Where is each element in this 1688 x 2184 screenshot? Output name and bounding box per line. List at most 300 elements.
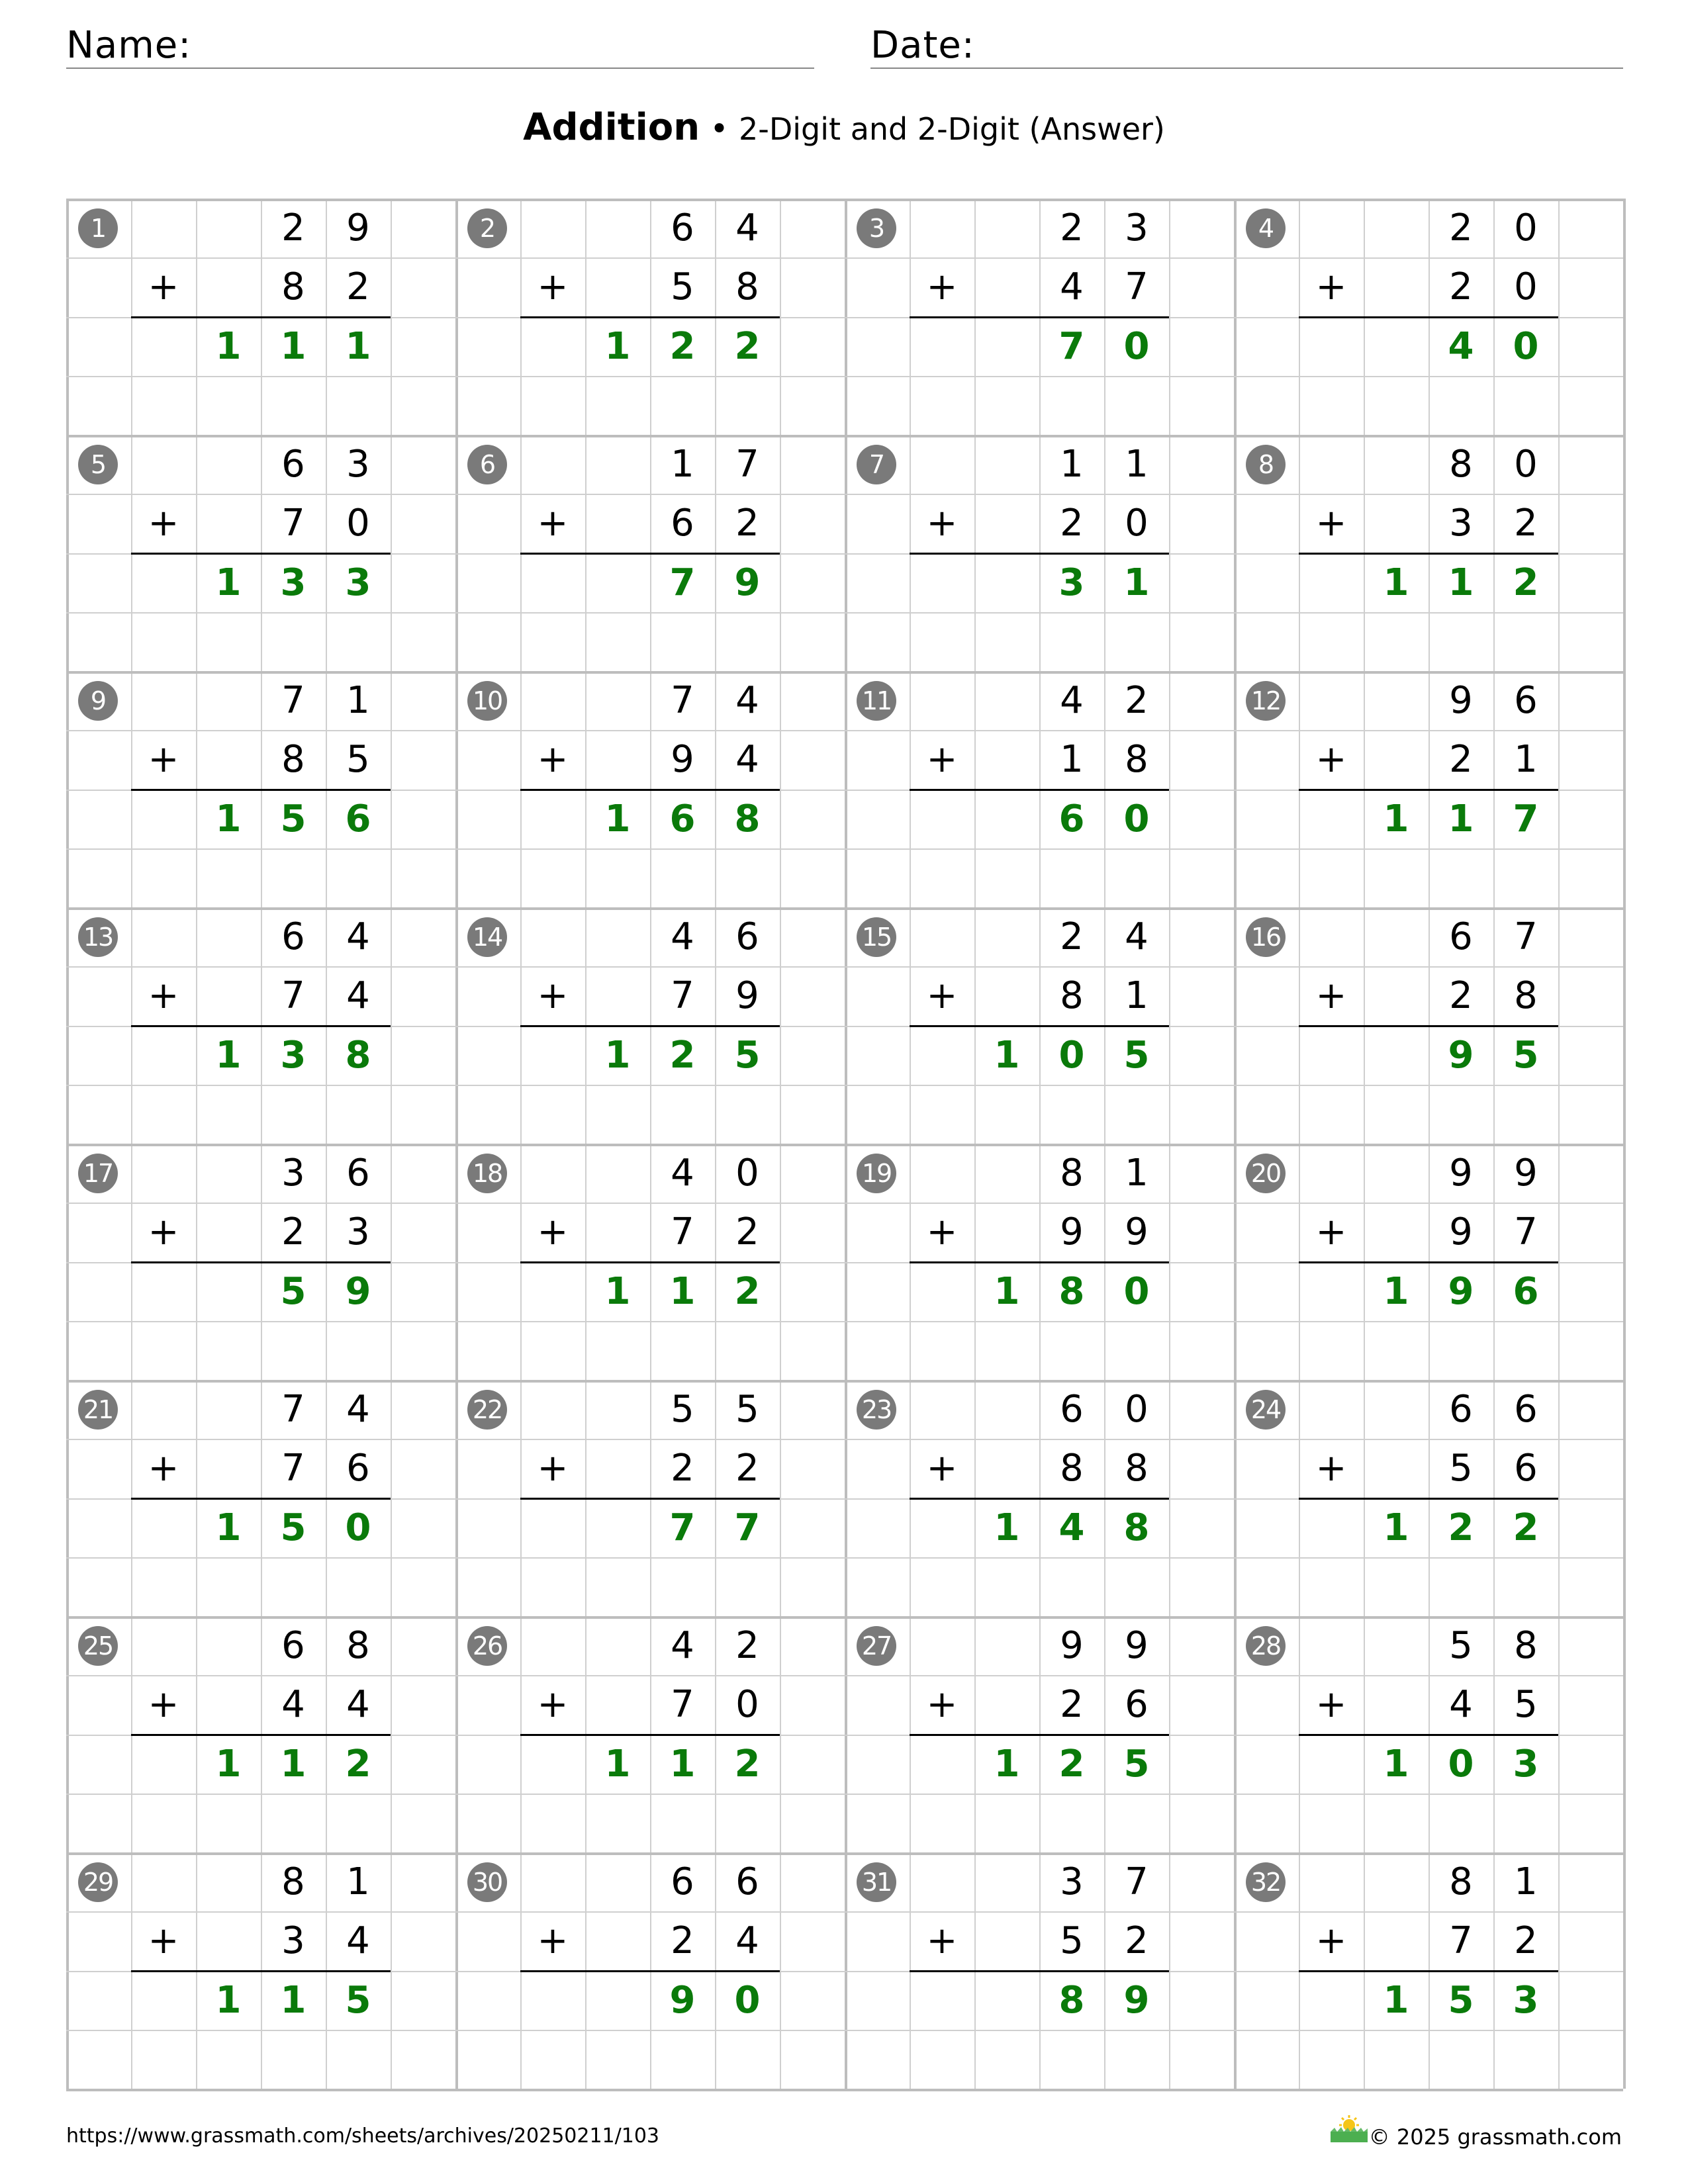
addend-digit: 6 (1514, 1447, 1538, 1490)
addend-digit: 8 (1449, 1860, 1473, 1903)
addend-digit: 6 (1449, 1388, 1473, 1431)
answer-digit: 4 (1448, 324, 1474, 368)
answer-digit: 1 (215, 561, 242, 604)
problem-number-badge: 25 (78, 1626, 118, 1666)
addend-digit: 7 (1125, 265, 1149, 309)
addend-digit: 5 (1449, 1447, 1473, 1490)
footer-copyright: © 2025 grassmath.com (1368, 2124, 1622, 2150)
addend-digit: 5 (346, 738, 370, 782)
grass-sun-logo-icon (1329, 2115, 1369, 2144)
answer-digit: 0 (1123, 324, 1150, 368)
answer-digit: 6 (1058, 797, 1085, 841)
answer-digit: 1 (1383, 1742, 1409, 1786)
answer-digit: 9 (1123, 1978, 1150, 2022)
addend-digit: 9 (1060, 1624, 1084, 1667)
answer-digit: 2 (1513, 561, 1539, 604)
addend-digit: 7 (1125, 1860, 1149, 1903)
answer-digit: 7 (734, 1506, 761, 1549)
addend-digit: 6 (735, 1860, 759, 1903)
addend-digit: 4 (735, 1919, 759, 1963)
addend-digit: 2 (671, 1919, 694, 1963)
answer-digit: 7 (669, 1506, 696, 1549)
problem-number-badge: 8 (1246, 445, 1286, 484)
grid-hline (66, 1085, 1623, 1086)
problem-number-badge: 31 (857, 1862, 896, 1902)
addend-digit: 1 (1514, 1860, 1538, 1903)
addend-digit: 8 (1449, 443, 1473, 486)
addend-digit: 2 (1060, 206, 1084, 250)
answer-digit: 1 (1383, 797, 1409, 841)
addend-digit: 3 (1449, 502, 1473, 545)
grid-hline (66, 848, 1623, 850)
answer-digit: 1 (280, 1742, 306, 1786)
addend-digit: 9 (346, 206, 370, 250)
plus-sign: + (148, 1683, 179, 1727)
answer-digit: 0 (734, 1978, 761, 2022)
problem-number-badge: 2 (467, 208, 507, 248)
title-sub: 2-Digit and 2-Digit (Answer) (738, 111, 1165, 147)
problem-number-badge: 30 (467, 1862, 507, 1902)
answer-digit: 1 (604, 1742, 631, 1786)
answer-digit: 5 (1448, 1978, 1474, 2022)
answer-digit: 8 (345, 1033, 371, 1077)
addend-digit: 4 (1125, 915, 1149, 958)
answer-digit: 2 (734, 324, 761, 368)
answer-digit: 1 (1448, 561, 1474, 604)
plus-sign: + (537, 265, 569, 309)
addend-digit: 1 (1125, 974, 1149, 1018)
problem-number-badge: 17 (78, 1154, 118, 1193)
addend-digit: 1 (1514, 738, 1538, 782)
addend-digit: 2 (346, 265, 370, 309)
grid-hline (66, 2089, 1623, 2091)
date-line[interactable] (870, 68, 1623, 69)
answer-digit: 1 (215, 1978, 242, 2022)
addend-digit: 3 (1125, 206, 1149, 250)
plus-sign: + (537, 502, 569, 545)
answer-digit: 9 (734, 561, 761, 604)
addend-digit: 2 (1060, 915, 1084, 958)
addend-digit: 2 (1125, 1919, 1149, 1963)
plus-sign: + (926, 1919, 958, 1963)
addend-digit: 9 (1449, 1210, 1473, 1254)
addend-digit: 8 (1514, 1624, 1538, 1667)
answer-digit: 1 (215, 797, 242, 841)
answer-digit: 1 (994, 1506, 1020, 1549)
date-label: Date: (870, 24, 975, 67)
plus-sign: + (148, 1447, 179, 1490)
addend-digit: 9 (1060, 1210, 1084, 1254)
addend-digit: 0 (1125, 1388, 1149, 1431)
answer-digit: 7 (669, 561, 696, 604)
answer-digit: 5 (734, 1033, 761, 1077)
plus-sign: + (1315, 502, 1347, 545)
addend-digit: 4 (671, 1624, 694, 1667)
answer-digit: 1 (1383, 1269, 1409, 1313)
addend-digit: 0 (735, 1152, 759, 1195)
addend-digit: 7 (1514, 1210, 1538, 1254)
addend-digit: 5 (1449, 1624, 1473, 1667)
addend-digit: 9 (1125, 1210, 1149, 1254)
problem-number-badge: 27 (857, 1626, 896, 1666)
addend-digit: 2 (1514, 1919, 1538, 1963)
addend-digit: 3 (346, 443, 370, 486)
addend-digit: 6 (1514, 679, 1538, 722)
problem-number-badge: 32 (1246, 1862, 1286, 1902)
addend-digit: 5 (671, 1388, 694, 1431)
answer-digit: 2 (1448, 1506, 1474, 1549)
grid-hline (66, 612, 1623, 614)
addend-digit: 6 (346, 1152, 370, 1195)
answer-digit: 1 (994, 1742, 1020, 1786)
problem-number-badge: 11 (857, 681, 896, 721)
answer-digit: 8 (1123, 1506, 1150, 1549)
answer-digit: 3 (1513, 1742, 1539, 1786)
title-bullet: • (710, 111, 729, 148)
addend-digit: 0 (735, 1683, 759, 1727)
answer-digit: 2 (1058, 1742, 1085, 1786)
problem-number-badge: 13 (78, 917, 118, 957)
addend-digit: 2 (735, 1210, 759, 1254)
addend-digit: 4 (735, 738, 759, 782)
answer-digit: 9 (669, 1978, 696, 2022)
plus-sign: + (926, 265, 958, 309)
answer-digit: 2 (1513, 1506, 1539, 1549)
addend-digit: 6 (1125, 1683, 1149, 1727)
answer-digit: 1 (280, 1978, 306, 2022)
answer-digit: 2 (669, 1033, 696, 1077)
answer-digit: 5 (1513, 1033, 1539, 1077)
problem-number-badge: 29 (78, 1862, 118, 1902)
addend-digit: 9 (671, 738, 694, 782)
plus-sign: + (926, 502, 958, 545)
answer-digit: 6 (669, 797, 696, 841)
addend-digit: 8 (1514, 974, 1538, 1018)
answer-digit: 5 (1123, 1742, 1150, 1786)
addend-digit: 1 (1125, 1152, 1149, 1195)
plus-sign: + (1315, 1683, 1347, 1727)
addend-digit: 2 (1060, 502, 1084, 545)
addend-digit: 7 (281, 974, 305, 1018)
addend-digit: 4 (671, 915, 694, 958)
answer-digit: 1 (1123, 561, 1150, 604)
addend-digit: 1 (1125, 443, 1149, 486)
addend-digit: 4 (1060, 679, 1084, 722)
plus-sign: + (537, 1919, 569, 1963)
answer-digit: 1 (994, 1033, 1020, 1077)
problem-grid (66, 199, 1623, 2089)
plus-sign: + (537, 1210, 569, 1254)
answer-digit: 3 (1058, 561, 1085, 604)
problem-number-badge: 14 (467, 917, 507, 957)
answer-digit: 1 (215, 1033, 242, 1077)
plus-sign: + (1315, 265, 1347, 309)
answer-digit: 0 (1513, 324, 1539, 368)
addend-digit: 9 (1125, 1624, 1149, 1667)
addend-digit: 4 (1060, 265, 1084, 309)
problem-number-badge: 22 (467, 1390, 507, 1430)
answer-digit: 0 (1058, 1033, 1085, 1077)
addend-digit: 6 (1060, 1388, 1084, 1431)
addend-digit: 7 (1449, 1919, 1473, 1963)
answer-digit: 8 (734, 797, 761, 841)
plus-sign: + (1315, 1919, 1347, 1963)
answer-digit: 5 (1123, 1033, 1150, 1077)
answer-digit: 6 (345, 797, 371, 841)
problem-number-badge: 24 (1246, 1390, 1286, 1430)
addend-digit: 2 (281, 206, 305, 250)
addend-digit: 1 (671, 443, 694, 486)
addend-digit: 2 (735, 1447, 759, 1490)
plus-sign: + (926, 1210, 958, 1254)
problem-number-badge: 5 (78, 445, 118, 484)
plus-sign: + (926, 1447, 958, 1490)
answer-digit: 0 (1123, 797, 1150, 841)
addend-digit: 2 (671, 1447, 694, 1490)
answer-digit: 3 (1513, 1978, 1539, 2022)
addend-digit: 8 (346, 1624, 370, 1667)
addend-digit: 9 (1514, 1152, 1538, 1195)
addend-digit: 1 (346, 1860, 370, 1903)
addend-digit: 6 (281, 443, 305, 486)
addend-digit: 3 (1060, 1860, 1084, 1903)
addend-digit: 3 (281, 1919, 305, 1963)
addend-digit: 8 (735, 265, 759, 309)
addend-digit: 6 (671, 502, 694, 545)
addend-digit: 7 (671, 1210, 694, 1254)
addend-digit: 7 (671, 974, 694, 1018)
addend-digit: 4 (281, 1683, 305, 1727)
problem-number-badge: 20 (1246, 1154, 1286, 1193)
addend-digit: 4 (671, 1152, 694, 1195)
addend-digit: 6 (671, 1860, 694, 1903)
problem-number-badge: 15 (857, 917, 896, 957)
answer-digit: 1 (669, 1742, 696, 1786)
addend-digit: 7 (735, 443, 759, 486)
answer-digit: 1 (1383, 561, 1409, 604)
addend-digit: 7 (281, 679, 305, 722)
addend-digit: 7 (281, 1388, 305, 1431)
addend-digit: 2 (1125, 679, 1149, 722)
answer-digit: 2 (734, 1742, 761, 1786)
grid-vline (1623, 199, 1626, 2089)
problem-number-badge: 16 (1246, 917, 1286, 957)
addend-digit: 9 (1449, 1152, 1473, 1195)
addend-digit: 2 (1514, 502, 1538, 545)
addend-digit: 7 (281, 502, 305, 545)
answer-digit: 1 (604, 1269, 631, 1313)
addend-digit: 9 (1449, 679, 1473, 722)
addend-digit: 8 (1060, 1152, 1084, 1195)
grid-hline (66, 1557, 1623, 1559)
addend-digit: 6 (671, 206, 694, 250)
plus-sign: + (537, 1447, 569, 1490)
addend-digit: 7 (671, 679, 694, 722)
problem-number-badge: 1 (78, 208, 118, 248)
addend-digit: 4 (346, 1388, 370, 1431)
answer-digit: 1 (1383, 1978, 1409, 2022)
answer-digit: 1 (604, 1033, 631, 1077)
answer-digit: 1 (1448, 797, 1474, 841)
plus-sign: + (1315, 738, 1347, 782)
answer-digit: 7 (1058, 324, 1085, 368)
addend-digit: 0 (1514, 265, 1538, 309)
problem-number-badge: 21 (78, 1390, 118, 1430)
answer-digit: 3 (280, 1033, 306, 1077)
addend-digit: 3 (281, 1152, 305, 1195)
addend-digit: 8 (1060, 1447, 1084, 1490)
answer-digit: 2 (345, 1742, 371, 1786)
answer-digit: 8 (1058, 1978, 1085, 2022)
answer-digit: 5 (280, 1269, 306, 1313)
addend-digit: 9 (735, 974, 759, 1018)
answer-digit: 6 (1513, 1269, 1539, 1313)
answer-digit: 1 (215, 324, 242, 368)
name-line[interactable] (66, 68, 814, 69)
answer-digit: 5 (280, 797, 306, 841)
addend-digit: 4 (346, 974, 370, 1018)
addend-digit: 5 (1060, 1919, 1084, 1963)
addend-digit: 0 (1125, 502, 1149, 545)
problem-number-badge: 6 (467, 445, 507, 484)
plus-sign: + (537, 1683, 569, 1727)
answer-digit: 2 (734, 1269, 761, 1313)
addend-digit: 8 (1125, 738, 1149, 782)
answer-digit: 7 (1513, 797, 1539, 841)
problem-number-badge: 19 (857, 1154, 896, 1193)
addend-digit: 2 (1449, 974, 1473, 1018)
addend-digit: 4 (735, 206, 759, 250)
grid-hline (66, 1794, 1623, 1795)
addend-digit: 2 (735, 502, 759, 545)
problem-number-badge: 28 (1246, 1626, 1286, 1666)
addend-digit: 2 (1060, 1683, 1084, 1727)
answer-digit: 1 (669, 1269, 696, 1313)
plus-sign: + (926, 1683, 958, 1727)
addend-digit: 8 (281, 738, 305, 782)
plus-sign: + (926, 974, 958, 1018)
problem-number-badge: 4 (1246, 208, 1286, 248)
plus-sign: + (148, 974, 179, 1018)
addend-digit: 5 (735, 1388, 759, 1431)
addend-digit: 2 (1449, 738, 1473, 782)
answer-digit: 9 (345, 1269, 371, 1313)
addend-digit: 6 (1514, 1388, 1538, 1431)
addend-digit: 0 (1514, 443, 1538, 486)
addend-digit: 6 (1449, 915, 1473, 958)
addend-digit: 4 (346, 915, 370, 958)
problem-number-badge: 10 (467, 681, 507, 721)
addend-digit: 2 (735, 1624, 759, 1667)
grid-hline (66, 1321, 1623, 1322)
answer-digit: 0 (1123, 1269, 1150, 1313)
answer-digit: 9 (1448, 1033, 1474, 1077)
title-main: Addition (523, 106, 700, 149)
answer-digit: 8 (1058, 1269, 1085, 1313)
addend-digit: 6 (346, 1447, 370, 1490)
problem-number-badge: 23 (857, 1390, 896, 1430)
answer-digit: 2 (669, 324, 696, 368)
addend-digit: 1 (1060, 443, 1084, 486)
footer-url[interactable]: https://www.grassmath.com/sheets/archives/20250211/103 (66, 2124, 660, 2148)
plus-sign: + (148, 502, 179, 545)
addend-digit: 8 (1125, 1447, 1149, 1490)
answer-digit: 1 (280, 324, 306, 368)
addend-digit: 4 (735, 679, 759, 722)
answer-digit: 1 (994, 1269, 1020, 1313)
answer-digit: 0 (345, 1506, 371, 1549)
addend-digit: 6 (281, 915, 305, 958)
answer-digit: 9 (1448, 1269, 1474, 1313)
grid-hline (66, 376, 1623, 377)
plus-sign: + (1315, 1447, 1347, 1490)
worksheet-title (0, 106, 1688, 149)
answer-digit: 1 (215, 1506, 242, 1549)
addend-digit: 6 (281, 1624, 305, 1667)
problem-number-badge: 18 (467, 1154, 507, 1193)
plus-sign: + (148, 1210, 179, 1254)
problem-number-badge: 7 (857, 445, 896, 484)
addend-digit: 8 (281, 265, 305, 309)
addend-digit: 4 (346, 1683, 370, 1727)
plus-sign: + (926, 738, 958, 782)
addend-digit: 8 (281, 1860, 305, 1903)
addend-digit: 1 (1060, 738, 1084, 782)
answer-digit: 3 (345, 561, 371, 604)
plus-sign: + (148, 1919, 179, 1963)
addend-digit: 7 (671, 1683, 694, 1727)
addend-digit: 4 (346, 1919, 370, 1963)
problem-number-badge: 26 (467, 1626, 507, 1666)
plus-sign: + (1315, 974, 1347, 1018)
addend-digit: 5 (671, 265, 694, 309)
answer-digit: 3 (280, 561, 306, 604)
answer-digit: 5 (345, 1978, 371, 2022)
answer-digit: 1 (1383, 1506, 1409, 1549)
addend-digit: 6 (735, 915, 759, 958)
addend-digit: 2 (1449, 206, 1473, 250)
grid-hline (66, 2030, 1623, 2031)
answer-digit: 1 (215, 1742, 242, 1786)
name-label: Name: (66, 24, 192, 67)
addend-digit: 1 (346, 679, 370, 722)
answer-digit: 0 (1448, 1742, 1474, 1786)
answer-digit: 5 (280, 1506, 306, 1549)
plus-sign: + (1315, 1210, 1347, 1254)
plus-sign: + (148, 265, 179, 309)
problem-number-badge: 12 (1246, 681, 1286, 721)
addend-digit: 0 (346, 502, 370, 545)
problem-number-badge: 9 (78, 681, 118, 721)
answer-digit: 4 (1058, 1506, 1085, 1549)
plus-sign: + (537, 974, 569, 1018)
answer-digit: 1 (345, 324, 371, 368)
addend-digit: 7 (281, 1447, 305, 1490)
problem-number-badge: 3 (857, 208, 896, 248)
addend-digit: 5 (1514, 1683, 1538, 1727)
plus-sign: + (148, 738, 179, 782)
answer-digit: 1 (604, 324, 631, 368)
addend-digit: 4 (1449, 1683, 1473, 1727)
addend-digit: 2 (281, 1210, 305, 1254)
addend-digit: 0 (1514, 206, 1538, 250)
plus-sign: + (537, 738, 569, 782)
addend-digit: 8 (1060, 974, 1084, 1018)
addend-digit: 3 (346, 1210, 370, 1254)
addend-digit: 2 (1449, 265, 1473, 309)
addend-digit: 7 (1514, 915, 1538, 958)
answer-digit: 1 (604, 797, 631, 841)
